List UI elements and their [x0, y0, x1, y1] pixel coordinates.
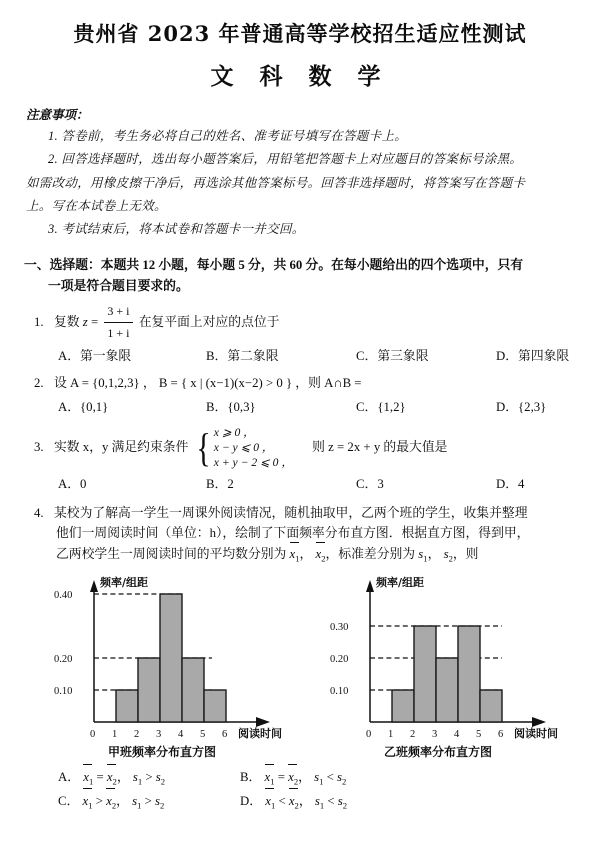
q1-lead: 复数: [54, 315, 80, 330]
q1-option-c[interactable]: C．第三象限: [356, 349, 429, 364]
histogram-jia-svg: [42, 574, 282, 742]
bar-1-2: [116, 690, 138, 722]
q4-l3-c: ，则: [452, 547, 479, 562]
question-1-text: [54, 303, 600, 343]
bar-1-2: [392, 690, 414, 722]
bar-4-5: [458, 626, 480, 722]
question-1-number: 1.: [34, 315, 44, 330]
q1-fraction: [104, 302, 132, 342]
q4-mean-2: $x_2$: [316, 544, 326, 566]
histogram-jia: [42, 574, 282, 760]
q4d-x2: $x_2$: [289, 790, 299, 814]
x-tick-label: 6: [498, 729, 504, 741]
q3-constraint-2: x − y ⩽ 0 ，: [213, 441, 274, 455]
x-tick-label: 4: [178, 729, 184, 741]
x-tick-label: 2: [134, 729, 140, 741]
question-4-line-3: [34, 544, 576, 566]
bar-2-3: [414, 626, 436, 722]
q4-sep-1: ，: [299, 547, 313, 562]
notice-item: 3. 考试结束后，将本试卷和答题卡一并交回。: [48, 222, 305, 236]
y-axis-label: 频率/组距: [376, 576, 425, 590]
y-tick-label: 0.10: [54, 686, 73, 698]
q3-tail: 则 z = 2x + y 的最大值是: [312, 439, 448, 454]
x-tick-label: 3: [432, 729, 438, 741]
x-axis-arrow-icon: [256, 717, 270, 727]
q3-option-c[interactable]: C．3: [356, 476, 384, 491]
q3-option-b[interactable]: B．2: [206, 476, 234, 491]
notice-section: [26, 105, 600, 239]
question-2-number: 2.: [34, 376, 44, 391]
q3-constraint-3: x + y − 2 ⩽ 0 ，: [213, 456, 293, 470]
x-tick-label: 3: [156, 729, 162, 741]
q4-option-a[interactable]: A． $x_1 = x_2$， $s_1 > s_2$: [58, 766, 240, 790]
bar-2-3: [138, 658, 160, 722]
y-axis-arrow-icon: [90, 580, 98, 592]
bar-5-6: [204, 690, 226, 722]
question-2-text: 设 A = {0,1,2,3} ， B = { x | (x−1)(x−2) > 0 } ，则 A∩B =: [54, 376, 362, 391]
x-axis-label: 阅读时间: [238, 727, 282, 741]
q4-mean-1: $x_1$: [290, 544, 300, 566]
page-title: 贵州省 2023 年普通高等学校招生适应性测试: [73, 21, 527, 46]
left-brace-icon: {: [195, 425, 211, 471]
x-tick-label: 0: [90, 729, 96, 741]
histogram-yi-svg: [318, 574, 558, 742]
q3-option-a[interactable]: A．0: [58, 476, 87, 491]
q1-option-a[interactable]: A．第一象限: [58, 349, 132, 364]
x-tick-label: 5: [476, 729, 482, 741]
q4-option-b[interactable]: B． $x_1 = x_2$， $s_1 < s_2$: [240, 766, 346, 790]
notice-item: 上。写在本试卷上无效。: [26, 198, 167, 213]
q1-fraction-numerator: 3 + i: [104, 302, 132, 323]
y-tick-label: 0.40: [54, 590, 73, 602]
q3-constraint-1: x ⩾ 0 ，: [213, 425, 255, 439]
section-heading-line2: 一项是符合题目要求的。: [48, 278, 189, 293]
question-4: [34, 503, 576, 567]
question-3-options: [58, 475, 600, 495]
question-2: [34, 374, 600, 418]
q3-constraint-system: [194, 425, 293, 471]
q4a-x2: $x_2$: [107, 766, 117, 790]
x-tick-label: 0: [366, 729, 372, 741]
bar-5-6: [480, 690, 502, 722]
y-tick-label: 0.30: [330, 622, 349, 634]
q2-option-d[interactable]: D．{2,3}: [496, 400, 547, 415]
q4b-s1: $s_1$: [314, 770, 324, 788]
q4-sd-2: $s_2$: [443, 547, 453, 564]
histogram-jia-caption: 甲班频率分布直方图: [107, 745, 216, 760]
q4b-x1: $x_1$: [265, 766, 275, 790]
x-tick-label: 1: [112, 729, 118, 741]
question-3-number: 3.: [34, 439, 44, 454]
notice-item: 2. 回答选择题时，选出每小题答案后，用铅笔把答题卡上对应题目的答案标号涂黑。: [48, 152, 523, 167]
x-tick-label: 6: [222, 729, 228, 741]
x-tick-label: 1: [388, 729, 394, 741]
histograms: [0, 574, 600, 760]
x-axis-arrow-icon: [532, 717, 546, 727]
y-axis-arrow-icon: [366, 580, 374, 592]
x-axis-label: 阅读时间: [514, 727, 558, 741]
q4-l3-a: 乙两校学生一周阅读时间的平均数分别为: [56, 547, 287, 562]
x-tick-label: 2: [410, 729, 416, 741]
q4c-x2: $x_2$: [106, 790, 116, 814]
q4d-s1: $s_1$: [314, 794, 325, 811]
q4b-s2: $s_2$: [337, 770, 347, 788]
question-1-options: [58, 347, 600, 367]
q1-equals: =: [90, 315, 99, 330]
question-4-options: [58, 766, 600, 813]
section-heading: [24, 255, 576, 296]
y-tick-label: 0.10: [330, 686, 349, 698]
question-4-number: 4.: [34, 505, 44, 520]
q4c-s1: $s_1$: [132, 794, 142, 811]
q4-sep-2: ，: [427, 547, 441, 562]
y-tick-label: 0.20: [54, 654, 73, 666]
histogram-yi-caption: 乙班频率分布直方图: [383, 745, 492, 760]
q4a-x1: $x_1$: [83, 766, 93, 790]
q4-option-c[interactable]: C． $x_1 > x_2$， $s_1 > s_2$: [58, 790, 240, 814]
bar-3-4: [160, 594, 182, 722]
question-4-line-1: 某校为了解高一学生一周课外阅读情况，随机抽取甲，乙两个班的学生，收集并整理: [54, 505, 528, 520]
page-subtitle: 文 科 数 学: [210, 63, 390, 90]
q4d-s2: $s_2$: [337, 794, 348, 811]
q1-variable: z: [82, 315, 88, 330]
q1-option-b[interactable]: B．第二象限: [206, 349, 279, 364]
exam-page: [0, 18, 600, 859]
q4a-s1: $s_1$: [132, 770, 143, 788]
q4-option-d[interactable]: D． $x_1 < x_2$， $s_1 < s_2$: [240, 790, 347, 814]
bar-4-5: [182, 658, 204, 722]
q4-sd-1: $s_1$: [418, 547, 428, 564]
q1-fraction-denominator: 1 + i: [107, 325, 130, 340]
histogram-yi: [318, 574, 558, 760]
q4c-x1: $x_1$: [83, 790, 93, 814]
y-tick-label: 0.20: [330, 654, 349, 666]
q2-option-a[interactable]: A．{0,1}: [58, 400, 109, 415]
q4d-x1: $x_1$: [265, 790, 275, 814]
q3-lead: 实数 x，y 满足约束条件: [54, 439, 189, 454]
q1-tail: 在复平面上对应的点位于: [138, 315, 280, 330]
question-1: [34, 303, 600, 367]
q4c-s2: $s_2$: [155, 794, 165, 811]
question-3-text: [54, 425, 600, 471]
notice-item: 如需改动，用橡皮擦干净后，再选涂其他答案标号。回答非选择题时，将答案写在答题卡: [26, 175, 526, 190]
question-3: [34, 425, 600, 495]
question-2-options: [58, 398, 600, 418]
bar-3-4: [436, 658, 458, 722]
q4b-x2: $x_2$: [288, 766, 298, 790]
x-tick-label: 4: [454, 729, 460, 741]
q1-option-d[interactable]: D．第四象限: [496, 349, 570, 364]
q4-l3-b: ，标准差分别为: [325, 547, 416, 562]
notice-item: 1. 答卷前，考生务必将自己的姓名、准考证号填写在答题卡上。: [48, 129, 408, 143]
q2-option-b[interactable]: B．{0,3}: [206, 400, 256, 415]
q2-option-c[interactable]: C．{1,2}: [356, 400, 406, 415]
q3-option-d[interactable]: D．4: [496, 476, 525, 491]
q4a-s2: $s_2$: [155, 770, 166, 788]
notice-heading: 注意事项：: [26, 108, 89, 122]
y-axis-label: 频率/组距: [100, 576, 149, 590]
x-tick-label: 5: [200, 729, 206, 741]
section-heading-line1: 一、选择题：本题共 12 小题，每小题 5 分，共 60 分。在每小题给出的四个选项中，只有: [24, 258, 524, 273]
question-4-line-2: 他们一周阅读时间（单位：h），绘制了下面频率分布直方图．根据直方图，得到甲，: [56, 526, 530, 541]
